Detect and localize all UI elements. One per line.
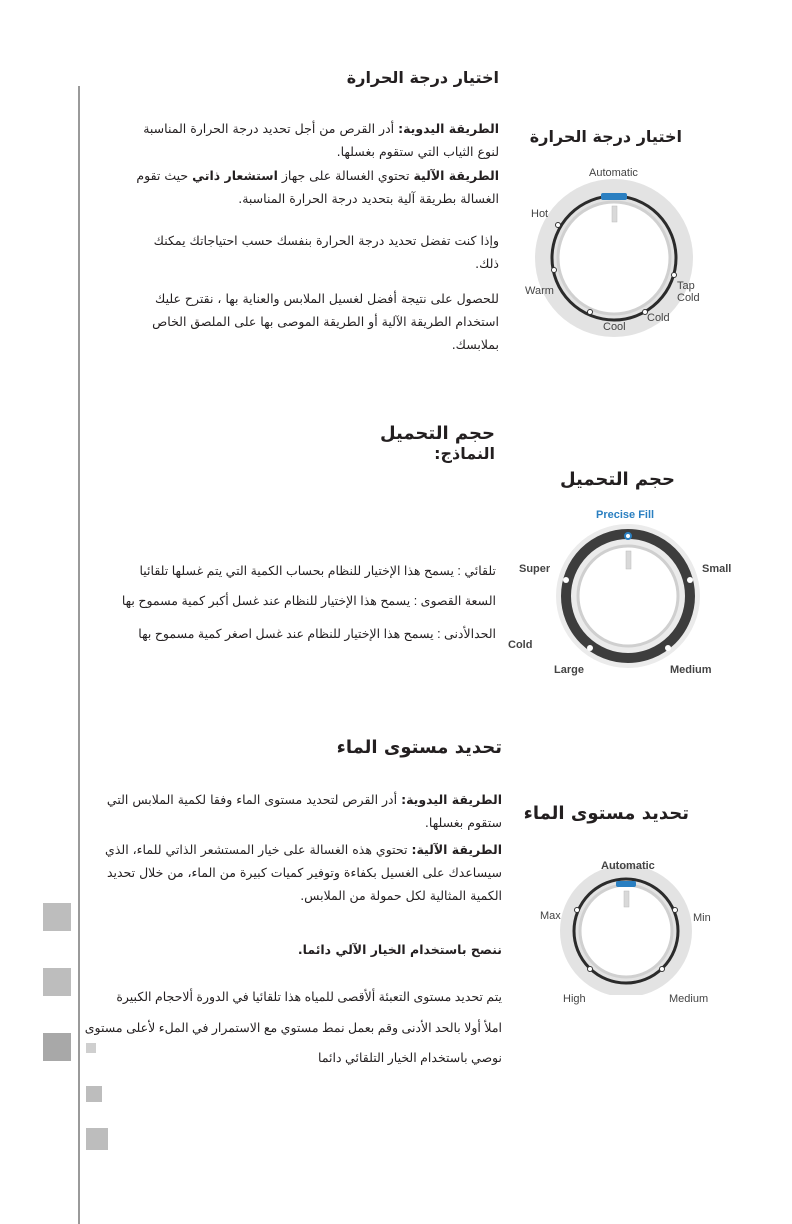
manual-text: أدر القرص من أجل تحديد درجة الحرارة المناسبة لنوع الثياب التي ستقوم بغسلها. (143, 121, 499, 159)
temperature-prefer-paragraph: وإذا كنت تفضل تحديد درجة الحرارة بنفسك حسب احتياجاتك يمكنك ذلك. (153, 233, 499, 271)
auto-text-b: حيث تقوم الغسالة بطريقة آلية بتحديد درجة الحرارة المناسبة. (136, 168, 499, 206)
manual-label: الطريقة اليدوية: (398, 121, 499, 136)
load-subheading: النماذج: (434, 444, 495, 463)
load-dial-title: حجم التحميل (559, 469, 675, 490)
label-precise-fill: Precise Fill (596, 509, 655, 521)
water-dial-title: تحديد مستوى الماء (523, 803, 689, 824)
temperature-best-paragraph: للحصول على نتيجة أفضل لغسيل الملابس والعناية بها ، نقترح عليك استخدام الطريقة الآلية أو الطريقة الموصى بها على الملصق الخاص بملابسك. (152, 291, 499, 352)
index-tab-small-2 (86, 1086, 102, 1102)
water-line-1: يتم تحديد مستوى التعبئة ألأقصى للمياه هذا تلقائيا في الدورة ألاحجام الكبيرة (116, 990, 502, 1004)
water-manual-paragraph (102, 788, 502, 834)
label-small: Small (702, 563, 732, 575)
label-min: Min (693, 912, 711, 924)
load-heading: حجم التحميل (379, 423, 495, 444)
auto-label: الطريقة الآلية (413, 168, 499, 183)
dial-pointer (626, 551, 631, 569)
water-auto-text: تحتوي هذه الغسالة على خيار المستشعر الذاتي للماء، الذي سيساعدك على الغسيل بكفاءة وتوفير كميات كبيرة من الماء، من خلال تحديد الكمية المثالية لكل حمولة من الملابس. (105, 842, 502, 903)
precise-fill-indicator (625, 533, 631, 539)
left-margin-rule (78, 86, 80, 1224)
label-tap: Tap (677, 280, 695, 292)
label-super: Super (519, 563, 551, 575)
dial-pointer (624, 891, 629, 907)
load-line-3: الحدالأدنى : يسمح هذا الإختيار للنظام عند غسل اصغر كمية مسموح بها (138, 627, 496, 641)
label-water-medium: Medium (669, 993, 709, 1005)
water-auto-label: الطريقة الآلية: (411, 842, 502, 857)
index-tab-2 (43, 968, 71, 996)
temperature-heading: اختيار درجة الحرارة (346, 68, 499, 87)
water-auto-paragraph (102, 838, 502, 907)
water-dial[interactable] (550, 865, 710, 995)
label-large: Large (554, 664, 584, 676)
auto-text-a: تحتوي الغسالة على جهاز (281, 168, 410, 183)
label-medium: Medium (670, 664, 712, 676)
label-cold-load: Cold (508, 639, 533, 651)
water-line-3: نوصي باستخدام الخيار التلقائي دائما (318, 1051, 502, 1065)
temperature-dial-title: اختيار درجة الحرارة (529, 127, 682, 146)
auto-sensor: استشعار ذاتي (192, 168, 278, 183)
temperature-manual-paragraph (129, 117, 499, 163)
label-max: Max (540, 910, 561, 922)
dial-pointer (612, 206, 617, 222)
label-cool: Cool (603, 321, 626, 333)
temperature-auto-paragraph (129, 164, 499, 210)
label-tap-cold: Cold (677, 292, 700, 304)
temperature-dial[interactable] (530, 170, 720, 340)
automatic-indicator (601, 193, 627, 200)
index-tab-small-3 (86, 1128, 108, 1150)
water-recommend-text: ننصح باستخدام الخيار الآلي دائما. (297, 942, 502, 957)
label-automatic: Automatic (589, 167, 638, 179)
automatic-indicator (616, 881, 636, 887)
water-line-2: املأ أولا بالحد الأدنى وقم بعمل نمط مستوي مع الاستمرار في الملء لأعلى مستوى (84, 1021, 502, 1035)
label-hot: Hot (531, 208, 549, 220)
index-tab-1 (43, 903, 71, 931)
water-manual-text: أدر القرص لتحديد مستوى الماء وفقا لكمية الملابس التي ستقوم بغسلها. (106, 792, 502, 830)
water-manual-label: الطريقة اليدوية: (401, 792, 502, 807)
water-recommend (102, 938, 502, 961)
label-high: High (563, 993, 586, 1005)
load-line-2: السعة القصوى : يسمح هذا الإختيار للنظام عند غسل أكبر كمية مسموح بها (121, 594, 496, 608)
label-cold: Cold (647, 312, 670, 324)
index-tab-3 (43, 1033, 71, 1061)
load-line-1: تلقائي : يسمح هذا الإختيار للنظام بحساب الكمية التي يتم غسلها تلقائيا (139, 564, 496, 578)
label-water-automatic: Automatic (601, 860, 655, 872)
load-dial[interactable] (550, 524, 710, 674)
label-warm: Warm (525, 285, 554, 297)
water-heading: تحديد مستوى الماء (336, 737, 502, 758)
